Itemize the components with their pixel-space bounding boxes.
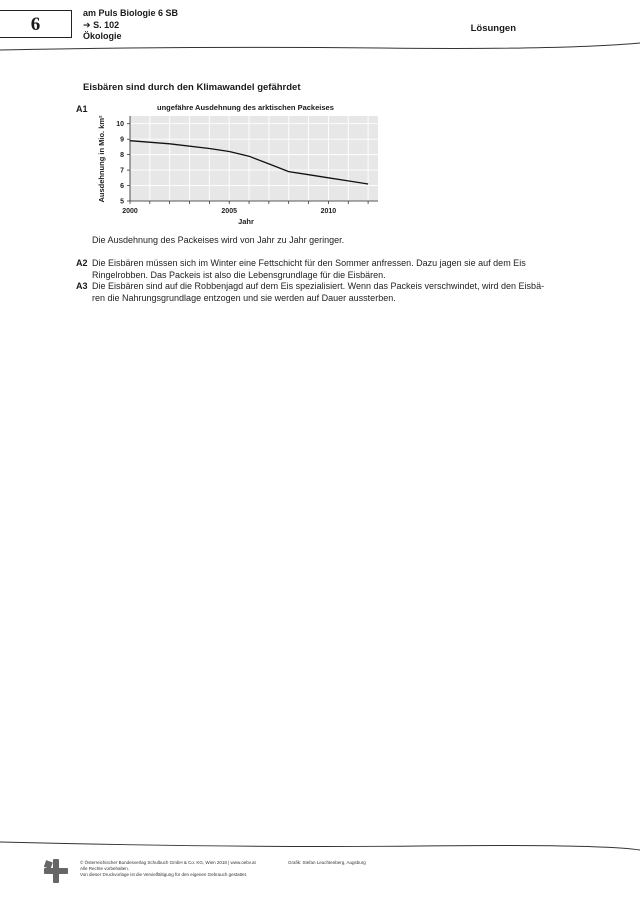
y-tick-label: 7 (120, 167, 124, 175)
a2-line-1: Die Eisbären müssen sich im Winter eine Fettschicht für den Sommer anfressen. Dazu jagen sie auf dem Eis (92, 258, 526, 268)
book-title: am Puls Biologie 6 SB (83, 8, 179, 18)
page-reference (83, 20, 178, 32)
publisher-logo-icon (42, 858, 70, 884)
a3-line-1: Die Eisbären sind auf die Robbenjagd auf dem Eis spezialisiert. Wenn das Packeis verschwindet, wird den Eisbä- (92, 281, 545, 291)
footer-line-1: © Österreichischer Bundesverlag Schulbuch GmbH & Co. KG, Wien 2018 | www.oebv.at (80, 860, 256, 865)
x-tick-label: 2000 (122, 208, 138, 215)
y-tick-label: 9 (120, 136, 124, 144)
chart-title: ungefähre Ausdehnung des arktischen Packeises (157, 103, 334, 112)
a3-line-2: ren die Nahrungsgrundlage entzogen und sie werden auf Dauer aussterben. (92, 292, 396, 303)
header-divider (0, 40, 640, 56)
y-axis-label: Ausdehnung in Mio. km² (97, 115, 106, 203)
y-tick-label: 10 (116, 121, 124, 129)
x-tick-label: 2005 (221, 208, 237, 215)
graphic-credit: Grafik: Stefan Leuchtenberg, Augsburg (288, 860, 366, 865)
task-label-a2: A2 (76, 258, 88, 268)
a1-answer: Die Ausdehnung des Packeises wird von Jahr zu Jahr geringer. (92, 235, 345, 245)
chart (94, 110, 394, 228)
page-reference-text: S. 102 (93, 19, 120, 30)
footer-divider (0, 838, 640, 852)
page-number-badge: 6 (0, 10, 72, 38)
y-tick-label: 8 (120, 152, 124, 160)
y-tick-label: 6 (120, 183, 124, 191)
task-label-a1: A1 (76, 104, 88, 114)
y-axis-ticks (116, 121, 130, 205)
a2-line-2: Ringelrobben. Das Packeis ist also die Lebensgrundlage für die Eisbären. (92, 269, 386, 280)
a3-answer (92, 281, 562, 304)
arrow-right-icon: ➔ (83, 19, 91, 30)
task-label-a3: A3 (76, 281, 88, 291)
y-tick-label: 5 (120, 198, 124, 206)
footer-copyright (80, 860, 256, 879)
section-label: Lösungen (470, 23, 516, 34)
topic-label: Ökologie (83, 31, 122, 41)
footer-line-3: Von dieser Druckvorlage ist die Vervielfältigung für den eigenen Gebrauch gestattet. (80, 872, 248, 878)
x-axis-label: Jahr (238, 217, 254, 226)
header-info (83, 8, 178, 43)
footer-line-2: Alle Rechte vorbehalten. (80, 866, 130, 872)
page-title: Eisbären sind durch den Klimawandel gefährdet (83, 82, 301, 93)
a2-answer (92, 258, 562, 281)
x-axis-ticks (120, 198, 368, 215)
x-tick-label: 2010 (320, 208, 337, 215)
